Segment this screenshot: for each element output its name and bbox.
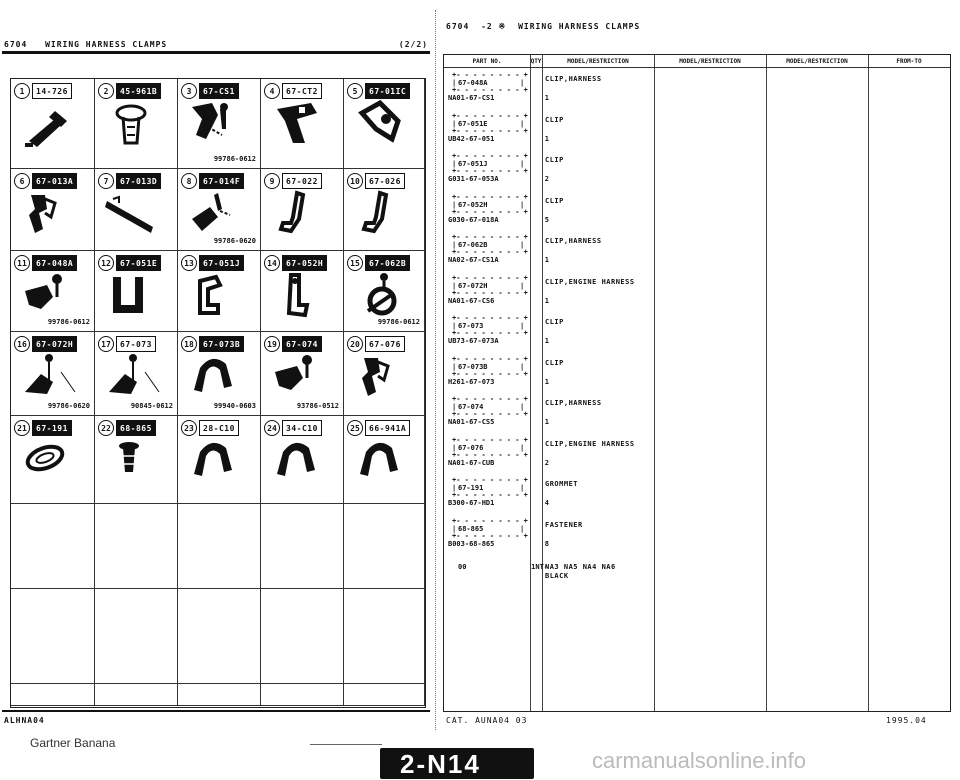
clamp-code: 34-C10 [282,420,322,436]
clamp-number: 8 [181,173,197,189]
part-box-code: 67-051E [458,119,488,128]
clamp-bolt-part-number: 93786-0512 [296,402,339,410]
clamp-code: 67-051E [116,255,161,271]
part-description: GROMMET [545,480,579,488]
part-box-code: 67-073 [458,322,484,330]
left-page-number: (2/2) [398,40,428,49]
part-qty: 1 [544,256,549,264]
double-clip-icon [21,189,81,239]
clamp-cell [261,251,344,332]
part-box-edge: | [520,443,525,452]
clamp-number: 19 [264,336,280,352]
part-box-border: +- - - - - - - - + [452,86,528,94]
part-box-code: 68-865 [458,524,484,533]
empty-cell [95,589,178,684]
part-box-border: +- - - - - - - - + [452,248,528,256]
part-description: CLIP [545,196,564,205]
clamp-number: 24 [264,420,280,436]
part-box-border: +- - - - - - - - + [452,369,528,378]
clamp-code: 67-073B [199,336,244,352]
clamp-number: 14 [264,255,280,271]
last-row-part: 00 [458,563,467,571]
table-header-cell: FROM-TO [868,55,950,68]
table-row [448,476,948,516]
clamp-number: 7 [98,173,114,189]
left-footer-code: ALHNA04 [4,716,45,725]
table-row [448,355,948,395]
clamp-number: 15 [347,255,363,271]
left-page-code: 6704 [4,40,28,49]
part-box-edge: | [452,403,457,411]
empty-cell [11,589,95,684]
clamp-code: 67-052H [282,255,327,271]
part-box-border: +- - - - - - - - + [452,273,528,282]
left-page-header [4,40,428,49]
table-row [448,517,948,557]
hook-clip-icon [271,189,331,239]
part-number: NA01-67-CUB [448,458,495,467]
bolt-clip-icon [188,189,248,239]
empty-cell [261,589,344,684]
clamp-number: 23 [181,420,197,436]
part-qty: 1 [544,337,549,345]
part-number: NA01-67-CS6 [448,296,495,305]
left-header-rule [2,51,430,54]
part-qty: 1 [544,418,549,426]
catalog-date: 1995.04 [886,716,927,725]
part-box-edge: | [452,79,457,87]
clamp-cell [261,79,344,169]
part-box-edge: | [520,524,525,533]
clamp-code: 67-022 [282,173,322,189]
saddle-clip-icon [354,436,414,486]
part-number: NA02-67-CS1A [448,256,499,264]
table-row [448,314,948,354]
part-box-edge: | [452,484,457,492]
part-box-edge: | [452,200,457,209]
table-header-cell: MODEL/RESTRICTION [654,55,766,68]
part-box-edge: | [452,322,457,330]
clamp-code: 67-074 [282,336,322,352]
empty-cell [178,684,261,706]
part-qty: 5 [544,215,549,224]
clamp-bolt-part-number: 99786-0612 [377,318,420,326]
part-description: CLIP,HARNESS [545,75,602,83]
clamp-number: 5 [347,83,363,99]
part-qty: 1 [544,94,549,102]
clamp-number: 18 [181,336,197,352]
part-box-edge: | [520,200,525,209]
part-number: G031-67-053A [448,175,499,183]
clamp-illustration-grid [10,78,426,708]
bracket-clip-icon [188,99,248,149]
clamp-bolt-part-number: 90845-0612 [130,402,173,410]
part-box-border: +- - - - - - - - + [452,233,528,241]
part-box-border: +- - - - - - - - + [452,152,528,160]
grommet-icon [21,436,81,486]
part-box-border: +- - - - - - - - + [452,314,528,322]
empty-cell [344,684,425,706]
clamp-cell [344,332,425,416]
part-box-border: +- - - - - - - - + [452,531,528,540]
part-description: CLIP,HARNESS [545,237,602,245]
part-box-code: 67-076 [458,443,484,452]
empty-cell [261,504,344,589]
part-box-code: 67-074 [458,403,484,411]
table-row [448,71,948,111]
part-box-border: +- - - - - - - - + [452,450,528,459]
part-box-edge: | [520,281,525,290]
clamp-code: 45-961B [116,83,161,99]
part-number: B003-68-865 [448,539,495,548]
part-box-edge: | [452,524,457,533]
clamp-code: 67-026 [365,173,405,189]
clamp-number: 12 [98,255,114,271]
part-box-edge: | [452,281,457,290]
clamp-cell [95,416,178,504]
part-number: G030-67-018A [448,215,499,224]
part-number: B300-67-HD1 [448,499,495,507]
clamp-number: 22 [98,420,114,436]
clamp-cell [261,332,344,416]
clamp-cell [95,251,178,332]
u-clip-icon [105,271,165,321]
table-row [448,193,948,233]
part-box-edge: | [452,443,457,452]
clamp-code: 67-CT2 [282,83,322,99]
clamp-cell [11,416,95,504]
page-tab-label: 2-N14 [400,749,481,779]
part-box-edge: | [520,322,525,330]
clamp-cell [178,416,261,504]
clamp-cell [95,332,178,416]
band-clip-icon [354,99,414,149]
clamp-cell [11,251,95,332]
clamp-code: 67-01IC [365,83,410,99]
part-box-edge: | [520,79,525,87]
part-qty: 1 [544,296,549,305]
part-box-code: 67-051J [458,160,488,168]
part-box-border: +- - - - - - - - + [452,167,528,175]
right-page-code: 6704 [446,22,470,31]
page-tab [380,748,534,779]
part-box-border: +- - - - - - - - + [452,126,528,135]
clamp-number: 21 [14,420,30,436]
clamp-cell [178,251,261,332]
part-box-edge: | [452,119,457,128]
clamp-code: 67-013D [116,173,161,189]
pin-clip-icon [21,352,81,402]
part-qty: 2 [544,175,549,183]
clamp-cell [95,79,178,169]
part-box-border: +- - - - - - - - + [452,491,528,499]
part-description: CLIP,HARNESS [545,399,602,407]
part-box-border: +- - - - - - - - + [452,207,528,216]
clamp-number: 20 [347,336,363,352]
left-page-title: WIRING HARNESS CLAMPS [45,40,168,49]
clamp-code: 67-013A [32,173,77,189]
plug-clip-icon [21,99,81,149]
clamp-cell [344,251,425,332]
part-box-edge: | [520,362,525,371]
part-number: H261-67-073 [448,377,495,386]
brand-label: Gartner Banana [30,736,116,750]
clamp-bolt-part-number: 99786-0612 [213,155,256,163]
part-box-border: +- - - - - - - - + [452,354,528,363]
part-box-edge: | [520,119,525,128]
part-box-border: +- - - - - - - - + [452,71,528,79]
part-description: CLIP [545,318,564,326]
empty-cell [178,504,261,589]
part-box-code: 67-052H [458,200,488,209]
part-box-border: +- - - - - - - - + [452,435,528,444]
part-box-border: +- - - - - - - - + [452,192,528,201]
table-row [448,112,948,152]
saddle-clip-icon [271,436,331,486]
part-box-edge: | [520,484,525,492]
clamp-cell [178,79,261,169]
table-row [448,274,948,314]
clamp-number: 17 [98,336,114,352]
clamp-code: 28-C10 [199,420,239,436]
right-page-header [446,22,640,31]
part-box-code: 67-191 [458,484,484,492]
part-number: UB73-67-073A [448,337,499,345]
part-box-edge: | [452,241,457,249]
part-qty: 1 [544,134,549,143]
empty-cell [344,504,425,589]
clamp-number: 6 [14,173,30,189]
clamp-cell [344,169,425,251]
left-footer-rule [2,710,430,712]
clamp-number: 3 [181,83,197,99]
empty-cell [344,589,425,684]
part-box-code: 67-073B [458,362,488,371]
table-header-cell: MODEL/RESTRICTION [766,55,868,68]
hook-clip-icon [354,189,414,239]
clamp-code: 67-048A [32,255,77,271]
clamp-number: 11 [14,255,30,271]
clamp-number: 16 [14,336,30,352]
right-page-subtitle: -2 ※ [481,22,507,31]
clamp-number: 10 [347,173,363,189]
empty-cell [178,589,261,684]
part-box-border: +- - - - - - - - + [452,111,528,120]
ring-clip-icon [354,271,414,321]
part-box-edge: | [452,362,457,371]
saddle-clip-icon [188,436,248,486]
angle-clip-icon [271,99,331,149]
clamp-code: 68-865 [116,420,156,436]
part-box-border: +- - - - - - - - + [452,329,528,337]
empty-cell [11,504,95,589]
c-clip-icon [188,271,248,321]
clamp-code: 67-CS1 [199,83,239,99]
clamp-cell [344,416,425,504]
part-qty: 2 [544,458,549,467]
part-number: UB42-67-051 [448,134,495,143]
catalog-code: CAT. AUNA04 03 [446,716,528,725]
part-description: CLIP,ENGINE HARNESS [545,439,635,448]
screw-clip-icon [21,271,81,321]
clamp-code: 67-051J [199,255,244,271]
clamp-code: 67-062B [365,255,410,271]
part-box-border: +- - - - - - - - + [452,476,528,484]
clamp-number: 4 [264,83,280,99]
clamp-cell [11,169,95,251]
part-box-code: 67-062B [458,241,488,249]
part-description: CLIP [545,115,564,124]
page-separator [435,10,436,730]
clamp-cell [261,169,344,251]
clamp-cell [178,169,261,251]
part-qty: 1 [544,377,549,386]
footer-dash [310,744,382,745]
clamp-code: 67-014F [199,173,244,189]
fastener-icon [105,436,165,486]
table-header-cell: PART NO. [444,55,530,68]
strap-clip-icon [105,189,165,239]
clamp-number: 1 [14,83,30,99]
clamp-number: 9 [264,173,280,189]
clamp-cell [344,79,425,169]
empty-cell [95,684,178,706]
clamp-code: 14-726 [32,83,72,99]
part-box-edge: | [520,241,525,249]
clamp-code: 67-076 [365,336,405,352]
table-row [448,395,948,435]
clamp-bolt-part-number: 99786-0612 [47,318,90,326]
parts-table [443,54,951,712]
part-box-edge: | [452,160,457,168]
clamp-cell [178,332,261,416]
part-number: NA01-67-CS1 [448,94,495,102]
parts-table-last-row [448,563,948,603]
clamp-number: 25 [347,420,363,436]
part-description: CLIP [545,156,564,164]
clamp-cell [261,416,344,504]
pin-clip-icon [105,352,165,402]
clamp-number: 2 [98,83,114,99]
last-row-models: NA3 NA5 NA4 NA6 [545,563,616,571]
saddle-clip-icon [188,352,248,402]
empty-cell [95,504,178,589]
part-qty: 8 [544,539,549,548]
part-description: CLIP [545,358,564,367]
table-header-cell: QTY [530,55,542,68]
clamp-bolt-part-number: 99786-0620 [213,237,256,245]
clamp-code: 67-073 [116,336,156,352]
part-box-border: +- - - - - - - - + [452,410,528,418]
clamp-bolt-part-number: 99940-0603 [213,402,256,410]
clamp-code: 66-941A [365,420,410,436]
clamp-cell [11,79,95,169]
empty-cell [261,684,344,706]
last-row-qty: 1NT- [531,563,548,571]
table-header-cell: MODEL/RESTRICTION [542,55,654,68]
part-number: NA01-67-CS5 [448,418,495,426]
empty-cell [11,684,95,706]
part-box-border: +- - - - - - - - + [452,288,528,297]
clamp-bolt-part-number: 99786-0620 [47,402,90,410]
table-row [448,152,948,192]
part-description: FASTENER [545,520,583,529]
screw-clip-icon [271,352,331,402]
l-clip-icon [271,271,331,321]
clamp-cell [11,332,95,416]
clamp-code: 67-072H [32,336,77,352]
clamp-code: 67-191 [32,420,72,436]
part-box-edge: | [520,403,525,411]
right-page-title: WIRING HARNESS CLAMPS [518,22,641,31]
part-box-border: +- - - - - - - - + [452,395,528,403]
part-box-code: 67-048A [458,79,488,87]
clamp-number: 13 [181,255,197,271]
part-qty: 4 [544,499,549,507]
part-box-border: +- - - - - - - - + [452,516,528,525]
part-box-code: 67-072H [458,281,488,290]
push-clip-icon [105,99,165,149]
watermark: carmanualsonline.info [592,748,807,773]
part-box-edge: | [520,160,525,168]
clamp-cell [95,169,178,251]
table-row [448,233,948,273]
last-row-color: BLACK [545,572,569,580]
table-row [448,436,948,476]
double-clip-icon [354,352,414,402]
part-description: CLIP,ENGINE HARNESS [545,277,635,286]
